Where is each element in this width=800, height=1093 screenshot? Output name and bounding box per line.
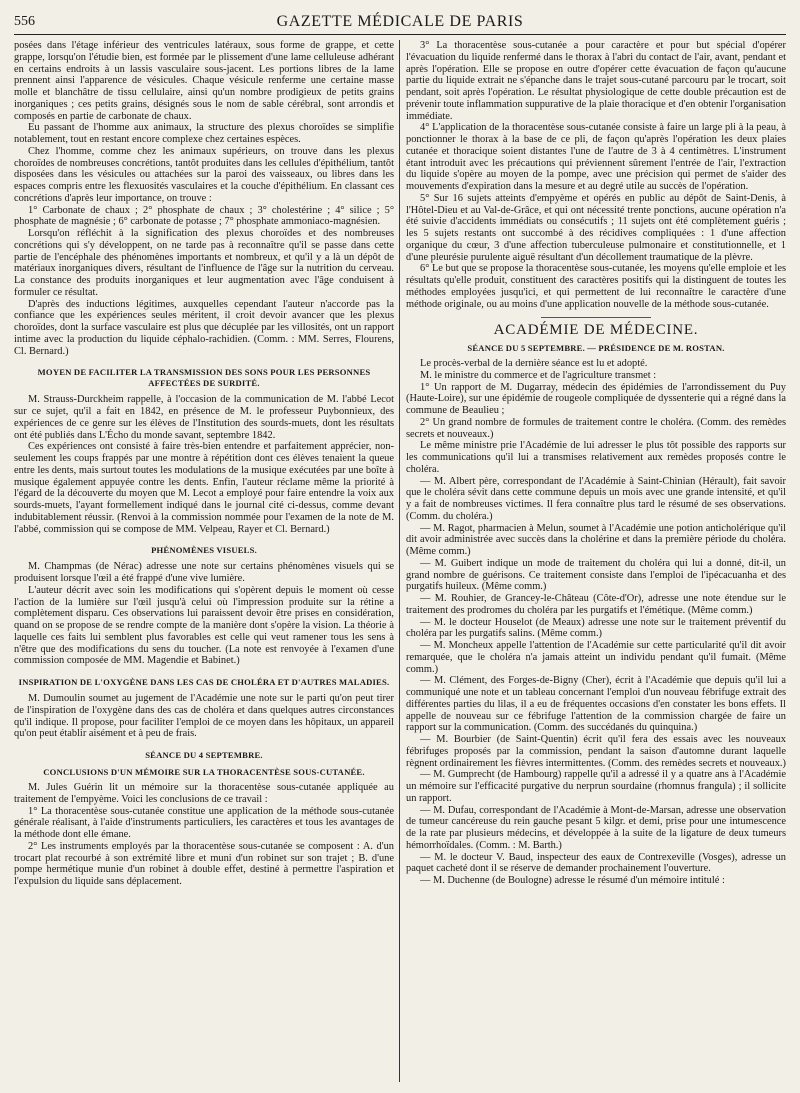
academy-title: ACADÉMIE DE MÉDECINE. bbox=[493, 322, 699, 339]
left-column bbox=[14, 40, 394, 1082]
paragraph: 3° La thoracentèse sous-cutanée a pour caractère et pour but spécial d'opérer l'évacuation du liquide renfermé dans le thorax à l'abri du contact de l'air, avant, pendant et après l'opération. Elle se propose en outre d'opérer cette évacuation de façon qu'aucune partie du liquide extrait ne s'épanche dans le trajet sous-cutané parcouru par le trocart, soit pendant, soit après l'opération. Le résultat physiologique de cette double précaution est de prévenir toute inflammation suppurative de la plaie thoracique et d'en obtenir l'organisation immédiate. bbox=[406, 40, 786, 122]
paragraph: Le procès-verbal de la dernière séance est lu et adopté. bbox=[420, 358, 648, 369]
paragraph: M. le ministre du commerce et de l'agriculture transmet : bbox=[420, 369, 657, 381]
paragraph: — M. le docteur V. Baud, inspecteur des eaux de Contrexeville (Vosges), adresse un paquet cacheté dont il se réserve de demander prochainement l'ouverture. bbox=[406, 851, 786, 875]
section-heading: PHÉNOMÈNES VISUELS. bbox=[151, 545, 257, 556]
paragraph: — M. Dufau, correspondant de l'Académie à Mont-de-Marsan, adresse une observation de tumeur cancéreuse du rein gauche pesant 5 kilgr. et demi, prise pour une intumescence de la rate par plusieurs médecins, et développée à la suite de la ligature de deux tumeurs hémorrhoïdales. (Comm. : M. Barth.) bbox=[406, 804, 786, 851]
paragraph: 2° Les instruments employés par la thoracentèse sous-cutanée se composent : A. d'un trocart plat recourbé à son extrémité libre et muni d'un robinet sur son trajet ; B. d'une pompe hermétique munie d'un robinet à double effet, destiné à permettre l'aspiration et l'expulsion du liquide sans déplacement. bbox=[14, 840, 394, 887]
paragraph: 5° Sur 16 sujets atteints d'empyème et opérés en public au dépôt de Saint-Denis, à l'Hôtel-Dieu et au Val-de-Grâce, et qui ont nécessité trente ponctions, aucune opération n'a été suivie d'accidents immédiats ou consécutifs ; 11 sujets ont été complètement guéris ; les 5 sujets restants ont succombé à des récidives compliquées : 1 d'une affection organique du cœur, 3 d'une affection tuberculeuse pulmonaire et constitutionnelle, et 1 d'une pleurésie purulente aiguë résultant d'un décollement traumatique de la plèvre. bbox=[406, 192, 786, 263]
paragraph: — M. Bourbier (de Saint-Quentin) écrit qu'il fera des essais avec les nouveaux fébrifuges proposés par la commission, pendant la saison d'automne durant laquelle règnent ordinairement les fièvres intermittentes. (Comm. des remèdes secrets et nouveaux.) bbox=[406, 734, 786, 769]
paragraph: 1° Carbonate de chaux ; 2° phosphate de chaux ; 3° cholestérine ; 4° silice ; 5° phosphate de magnésie ; 6° carbonate de potasse ; 7° phosphate ammoniaco-magnésien. bbox=[14, 204, 394, 228]
paragraph: — M. Guibert indique un mode de traitement du choléra qui lui a donné, dit-il, un grand nombre de guérisons. Ce traitement consiste dans l'emploi de l'ipécacuanha et des purgatifs huileux. (Même comm.) bbox=[406, 557, 786, 593]
paragraph: — M. Ragot, pharmacien à Melun, soumet à l'Académie une potion anticholérique qu'il dit avoir administrée avec succès dans la cholérine et dans la première période du choléra. (Même comm.) bbox=[406, 522, 786, 557]
columns bbox=[14, 40, 786, 1082]
paragraph: — M. le docteur Houselot (de Meaux) adresse une note sur le traitement préventif du choléra par les purgatifs salins. (Même comm.) bbox=[406, 616, 786, 640]
paragraph: Ces expériences ont consisté à faire très-bien entendre et parfaitement apprécier, non-seulement les coups frappés par une montre à répétition dont ces élèves tenaient la queue entre les dents, mais surtout toutes les modulations de la musique exécutées par une boîte à musique également appuyée contre les dents. Enfin, l'auteur réclame même la priorité à l'égard de la découverte du moyen que M. Lecot a employé pour faire entendre la voix aux sourds-muets, l'ayant formellement indiqué dans le journal cité ci-dessus, comme devant indubitablement réussir. (Renvoi à la commission nommée pour l'examen de la note de M. l'abbé, commission qui se compose de MM. Velpeau, Rayer et Cl. Bernard.) bbox=[14, 441, 394, 535]
section-heading: CONCLUSIONS D'UN MÉMOIRE SUR LA THORACENTÈSE SOUS-CUTANÉE. bbox=[43, 767, 365, 777]
paragraph: M. Jules Guérin lit un mémoire sur la thoracentèse sous-cutanée appliquée au traitement de l'empyème. Voici les conclusions de ce travail : bbox=[14, 782, 394, 805]
paragraph: D'après des inductions légitimes, auxquelles cependant l'auteur n'accorde pas la confiance que les expériences seules méritent, il croit devoir avancer que les plexus choroïdes, dont la surface vasculaire est plus que décuplée par les villosités, ont un rapport intime avec la production du liquide céphalo-rachidien. (Comm. : MM. Serres, Flourens, Cl. Bernard.) bbox=[14, 298, 394, 357]
separator-rule bbox=[541, 317, 651, 318]
paragraph: posées dans l'étage inférieur des ventricules latéraux, sous forme de grappe, et cette grappe, lorsqu'on l'étudie bien, est formée par le plissement d'une lame celluleuse adhérant en certains endroits à un lassis vasculaire sous-jacent. Les portions libres de la lame prennent ainsi l'apparence de vésicules. Chaque vésicule renferme une certaine masse molle et blanchâtre de tissu cellulaire, ainsi qu'un nombre prodigieux de petits grains inorganiques ; ces petits grains, désignés sous le nom de sable cérébral, sont arrondis et composés en partie de carbonate de chaux. bbox=[14, 40, 394, 122]
paragraph: Eu passant de l'homme aux animaux, la structure des plexus choroïdes se simplifie notablement, tout en restant encore complexe chez certaines espèces. bbox=[14, 122, 394, 145]
paragraph: M. Strauss-Durckheim rappelle, à l'occasion de la communication de M. l'abbé Lecot sur ce sujet, qu'il a fait en 1842, en présence de M. le professeur Puybonnieux, des expériences de ce genre sur les élèves de l'Institution des sourds-muets, dont les résultats ont été publiés dans L'Écho du monde savant, septembre 1842. bbox=[14, 394, 394, 441]
paragraph: — M. Duchenne (de Boulogne) adresse le résumé d'un mémoire intitulé : bbox=[420, 875, 725, 886]
journal-title: GAZETTE MÉDICALE DE PARIS bbox=[276, 13, 524, 30]
section-heading: INSPIRATION DE L'OXYGÈNE DANS LES CAS DE CHOLÉRA ET D'AUTRES MALADIES. bbox=[18, 677, 390, 687]
session-heading: SÉANCE DU 5 SEPTEMBRE. — PRÉSIDENCE DE M. ROSTAN. bbox=[467, 343, 725, 353]
paragraph: — M. Gumprecht (de Hambourg) rappelle qu'il a adressé il y a quatre ans à l'Académie un mémoire sur l'efficacité purgative du nerprun sourdaine (rhomnus frangula) ; il sollicite un rapport. bbox=[406, 769, 786, 804]
paragraph: L'auteur décrit avec soin les modifications qui s'opèrent depuis le moment où cesse l'action de la lumière sur l'œil jusqu'à celui où l'impression produite sur la rétine a complètement disparu. Ces observations lui paraissent devoir être prises en considération, quand on se propose de se rendre compte de la manière dont s'opère la vision. La théorie à laquelle ces faits lui semblent plus favorables est celle qui veut ramener tous les sens à n'être que des modifications du sens du toucher. (La note est renvoyée à l'examen d'une commission composée de MM. Magendie et Babinet.) bbox=[14, 584, 394, 667]
paragraph: 2° Un grand nombre de formules de traitement contre le choléra. (Comm. des remèdes secrets et nouveaux.) bbox=[406, 416, 786, 440]
right-column bbox=[406, 40, 786, 1082]
paragraph: — M. Clément, des Forges-de-Bigny (Cher), écrit à l'Académie que depuis qu'il lui a communiqué une note et un tableau concernant l'emploi d'un nouveau fébrifuge extrait des différentes parties du lilas, il a eu de fréquentes occasions d'en constater les bons effets. Il appelle de nouveau sur ce fébrifuge l'attention de la commission chargée de faire un rapport sur la communication. (Comm. des succédanés du quinquina.) bbox=[406, 675, 786, 734]
section-heading: MOYEN DE FACILITER LA TRANSMISSION DES SONS POUR LES PERSONNES AFFECTÉES DE SURDITÉ. bbox=[37, 367, 371, 389]
paragraph: 6° Le but que se propose la thoracentèse sous-cutanée, les moyens qu'elle emploie et les résultats qu'elle produit, constituent des caractères positifs qui la distinguent de toutes les méthodes employées jusqu'ici, et qui permettent de lui reconnaître le caractère d'une méthode originale, ou au moins d'une application nouvelle de la méthode sous-cutanée. bbox=[406, 263, 786, 310]
paragraph: — M. Albert père, correspondant de l'Académie à Saint-Chinian (Hérault), fait savoir que le choléra sévit dans cette commune depuis un mois avec une grande intensité, et qu'il y a fait de nombreuses victimes. Il fera connaître plus tard le résumé de ses observations. (Comm. du choléra.) bbox=[406, 475, 786, 522]
page-header bbox=[14, 12, 786, 35]
page-number: 556 bbox=[14, 14, 35, 29]
paragraph: M. Dumoulin soumet au jugement de l'Académie une note sur le parti qu'on peut tirer de l'inspiration de l'oxygène dans des cas de choléra et dans quelques autres circonstances qu'il indique. Il propose, pour faciliter l'emploi de ce moyen dans les hôpitaux, un appareil qu'on peut établir aisément et à peu de frais. bbox=[14, 693, 394, 740]
paragraph: Chez l'homme, comme chez les animaux supérieurs, on trouve dans les plexus choroïdes de nombreuses concrétions, tantôt produites dans les cellules d'épithélium, tantôt disposées dans les vésicules ou attachées sur la paroi des vaisseaux, ou libres dans les espaces compris entre les flexuosités vasculaires et la couche d'épithélium. En classant ces concrétions d'après leur importance, on trouve : bbox=[14, 145, 394, 204]
session-heading: SÉANCE DU 4 SEPTEMBRE. bbox=[145, 750, 263, 760]
paragraph: — M. Rouhier, de Grancey-le-Château (Côte-d'Or), adresse une note étendue sur le traitement des prodromes du choléra par les purgatifs et l'émétique. (Même comm.) bbox=[406, 593, 786, 616]
paragraph: — M. Moncheux appelle l'attention de l'Académie sur cette particularité qu'il dit avoir remarquée, que le choléra n'a jamais atteint un individu pendant qu'il fumait. (Même comm.) bbox=[406, 640, 786, 675]
paragraph: 1° La thoracentèse sous-cutanée constitue une application de la méthode sous-cutanée générale réalisant, à l'aide d'instruments particuliers, les caractères et tous les avantages de la méthode dont elle émane. bbox=[14, 805, 394, 840]
paragraph: 4° L'application de la thoracentèse sous-cutanée consiste à faire un large pli à la peau, à ponctionner le thorax à la base de ce pli, de façon qu'après l'opération les deux plaies cutanée et thoracique soient distantes l'une de l'autre de 3 à 4 centimètres. L'instrument étant introduit avec les précautions qui préviennent sûrement l'entrée de l'air, l'extraction du liquide s'opère au moyen de la pompe, avec une précision qui permet de s'aider des mouvements d'expiration dans la mesure et au degré utile au succès de l'opération. bbox=[406, 122, 786, 192]
paragraph: M. Champmas (de Nérac) adresse une note sur certains phénomènes visuels qui se produisent lorsque l'œil a été frappé d'une vive lumière. bbox=[14, 561, 394, 584]
paragraph: 1° Un rapport de M. Dugarray, médecin des épidémies de l'arrondissement du Puy (Haute-Loire), sur une épidémie de rougeole compliquée de dyssenterie qui a régné dans la commune de Beaulieu ; bbox=[406, 381, 786, 416]
paragraph: Lorsqu'on réfléchit à la signification des plexus choroïdes et des nombreuses concrétions qui s'y développent, on ne tarde pas à reconnaître qu'il se passe dans cette partie de l'encéphale des phénomènes importants et nombreux, et qu'il y a là un dépôt de matériaux inorganiques divers, résultant de l'influence de l'âge sur la nutrition du cerveau. La constance des produits inorganiques et leur augmentation avec l'âge conduisent à formuler ce résultat. bbox=[14, 228, 394, 298]
newspaper-page bbox=[14, 12, 786, 1082]
paragraph: Le même ministre prie l'Académie de lui adresser le plus tôt possible des rapports sur les communications qu'il lui a transmises relativement aux remèdes proposés contre le choléra. bbox=[406, 440, 786, 475]
